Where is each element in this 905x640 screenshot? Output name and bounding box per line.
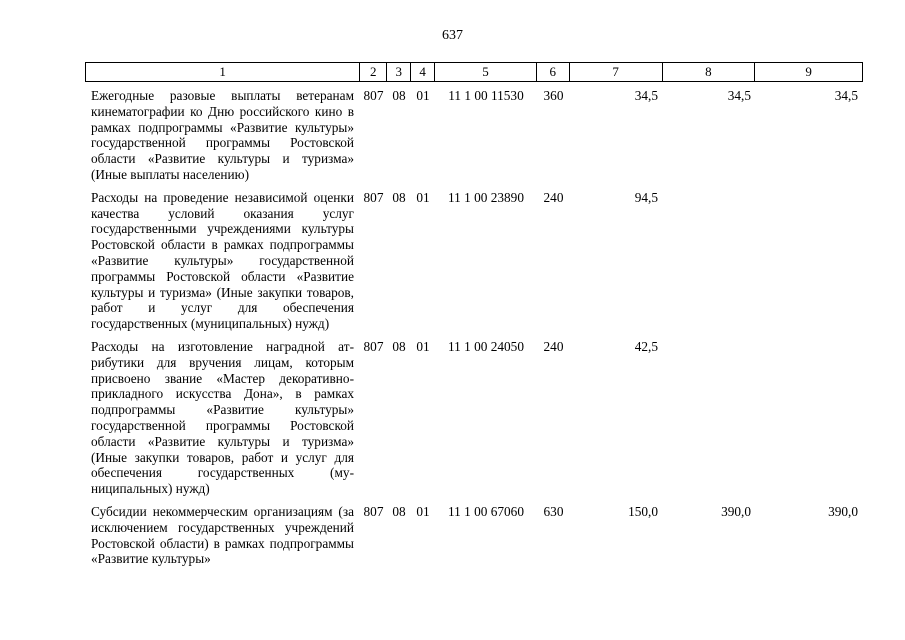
row-target-code: 11 1 00 11530 [448,88,524,103]
column-header-5: 5 [435,63,537,81]
row-amount-col7: 94,5 [634,189,658,205]
column-header-1: 1 [86,63,360,81]
page-number: 637 [442,28,463,43]
row-amount-col9 [756,339,863,497]
row-expense-type: 240 [543,189,564,205]
row-subsection-code: 01 [416,189,430,205]
row-description: Субсидии некоммерческим организациям (за исключением государственных учреждений Ростовской области) в рамках подпрограммы «Развитие культуры» [91,503,354,567]
row-amount-col8 [663,190,756,332]
row-section-code: 08 [392,88,406,103]
row-target-code: 11 1 00 24050 [448,338,524,354]
row-expense-type: 630 [543,503,564,519]
column-header-9: 9 [805,64,812,79]
row-amount-col9: 390,0 [828,503,858,519]
row-subsection-code: 01 [416,88,430,103]
row-description: Расходы на изготовление наградной атрибутики для вручения лицам, которым присвоено звание «Мастер декоративно-прикладного искусства Дона», в рамках подпрограммы «Развитие культуры» государственной программы Ростовской области «Развитие культуры и туризма» (Иные закупки товаров, работ и услуг для обеспечения государственных (муниципальных) нужд) [91,338,354,497]
row-amount-col7: 42,5 [634,338,658,354]
row-amount-col9 [756,190,863,332]
row-description: Расходы на проведение независимой оценки качества условий оказания услуг государственными учреждениями культуры Ростовской области в рамках подпрограммы «Развитие культуры» государственной программы Ростовской области «Развитие культуры и туризма» (Иные закупки товаров, работ и услуг для обеспечения государственных (муниципальных) нужд) [91,189,354,332]
row-target-code: 11 1 00 67060 [448,503,524,519]
table-row [85,88,863,183]
column-header-3: 3 [387,63,411,81]
column-header-6: 6 [537,63,570,81]
row-ministry-code: 807 [363,338,384,354]
row-amount-col8: 34,5 [727,88,751,103]
row-target-code: 11 1 00 23890 [448,189,524,205]
row-section-code: 08 [392,338,406,354]
row-expense-type: 360 [543,88,564,103]
row-subsection-code: 01 [416,503,430,519]
row-section-code: 08 [392,189,406,205]
column-header-2: 2 [360,63,387,81]
row-amount-col8 [663,339,756,497]
row-amount-col7: 150,0 [628,503,658,519]
column-header-8: 8 [663,63,756,81]
row-ministry-code: 807 [363,88,384,103]
row-amount-col8: 390,0 [721,503,751,519]
row-section-code: 08 [392,503,406,519]
table-row [85,504,863,567]
row-expense-type: 240 [543,338,564,354]
row-ministry-code: 807 [363,503,384,519]
table-body [85,88,863,574]
row-description: Ежегодные разовые выплаты ветеранам кинематографии ко Дню российского кино в рамках подпрограммы «Развитие культуры» государственной программы Ростовской области «Развитие культуры и туризма» (Иные выплаты населению) [91,88,354,182]
row-amount-col7: 34,5 [634,88,658,103]
row-subsection-code: 01 [416,338,430,354]
table-row [85,190,863,332]
row-ministry-code: 807 [363,189,384,205]
column-header-7: 7 [570,63,663,81]
row-amount-col9: 34,5 [834,88,858,103]
table-row [85,339,863,497]
table-header [85,62,863,82]
column-header-4: 4 [411,63,435,81]
